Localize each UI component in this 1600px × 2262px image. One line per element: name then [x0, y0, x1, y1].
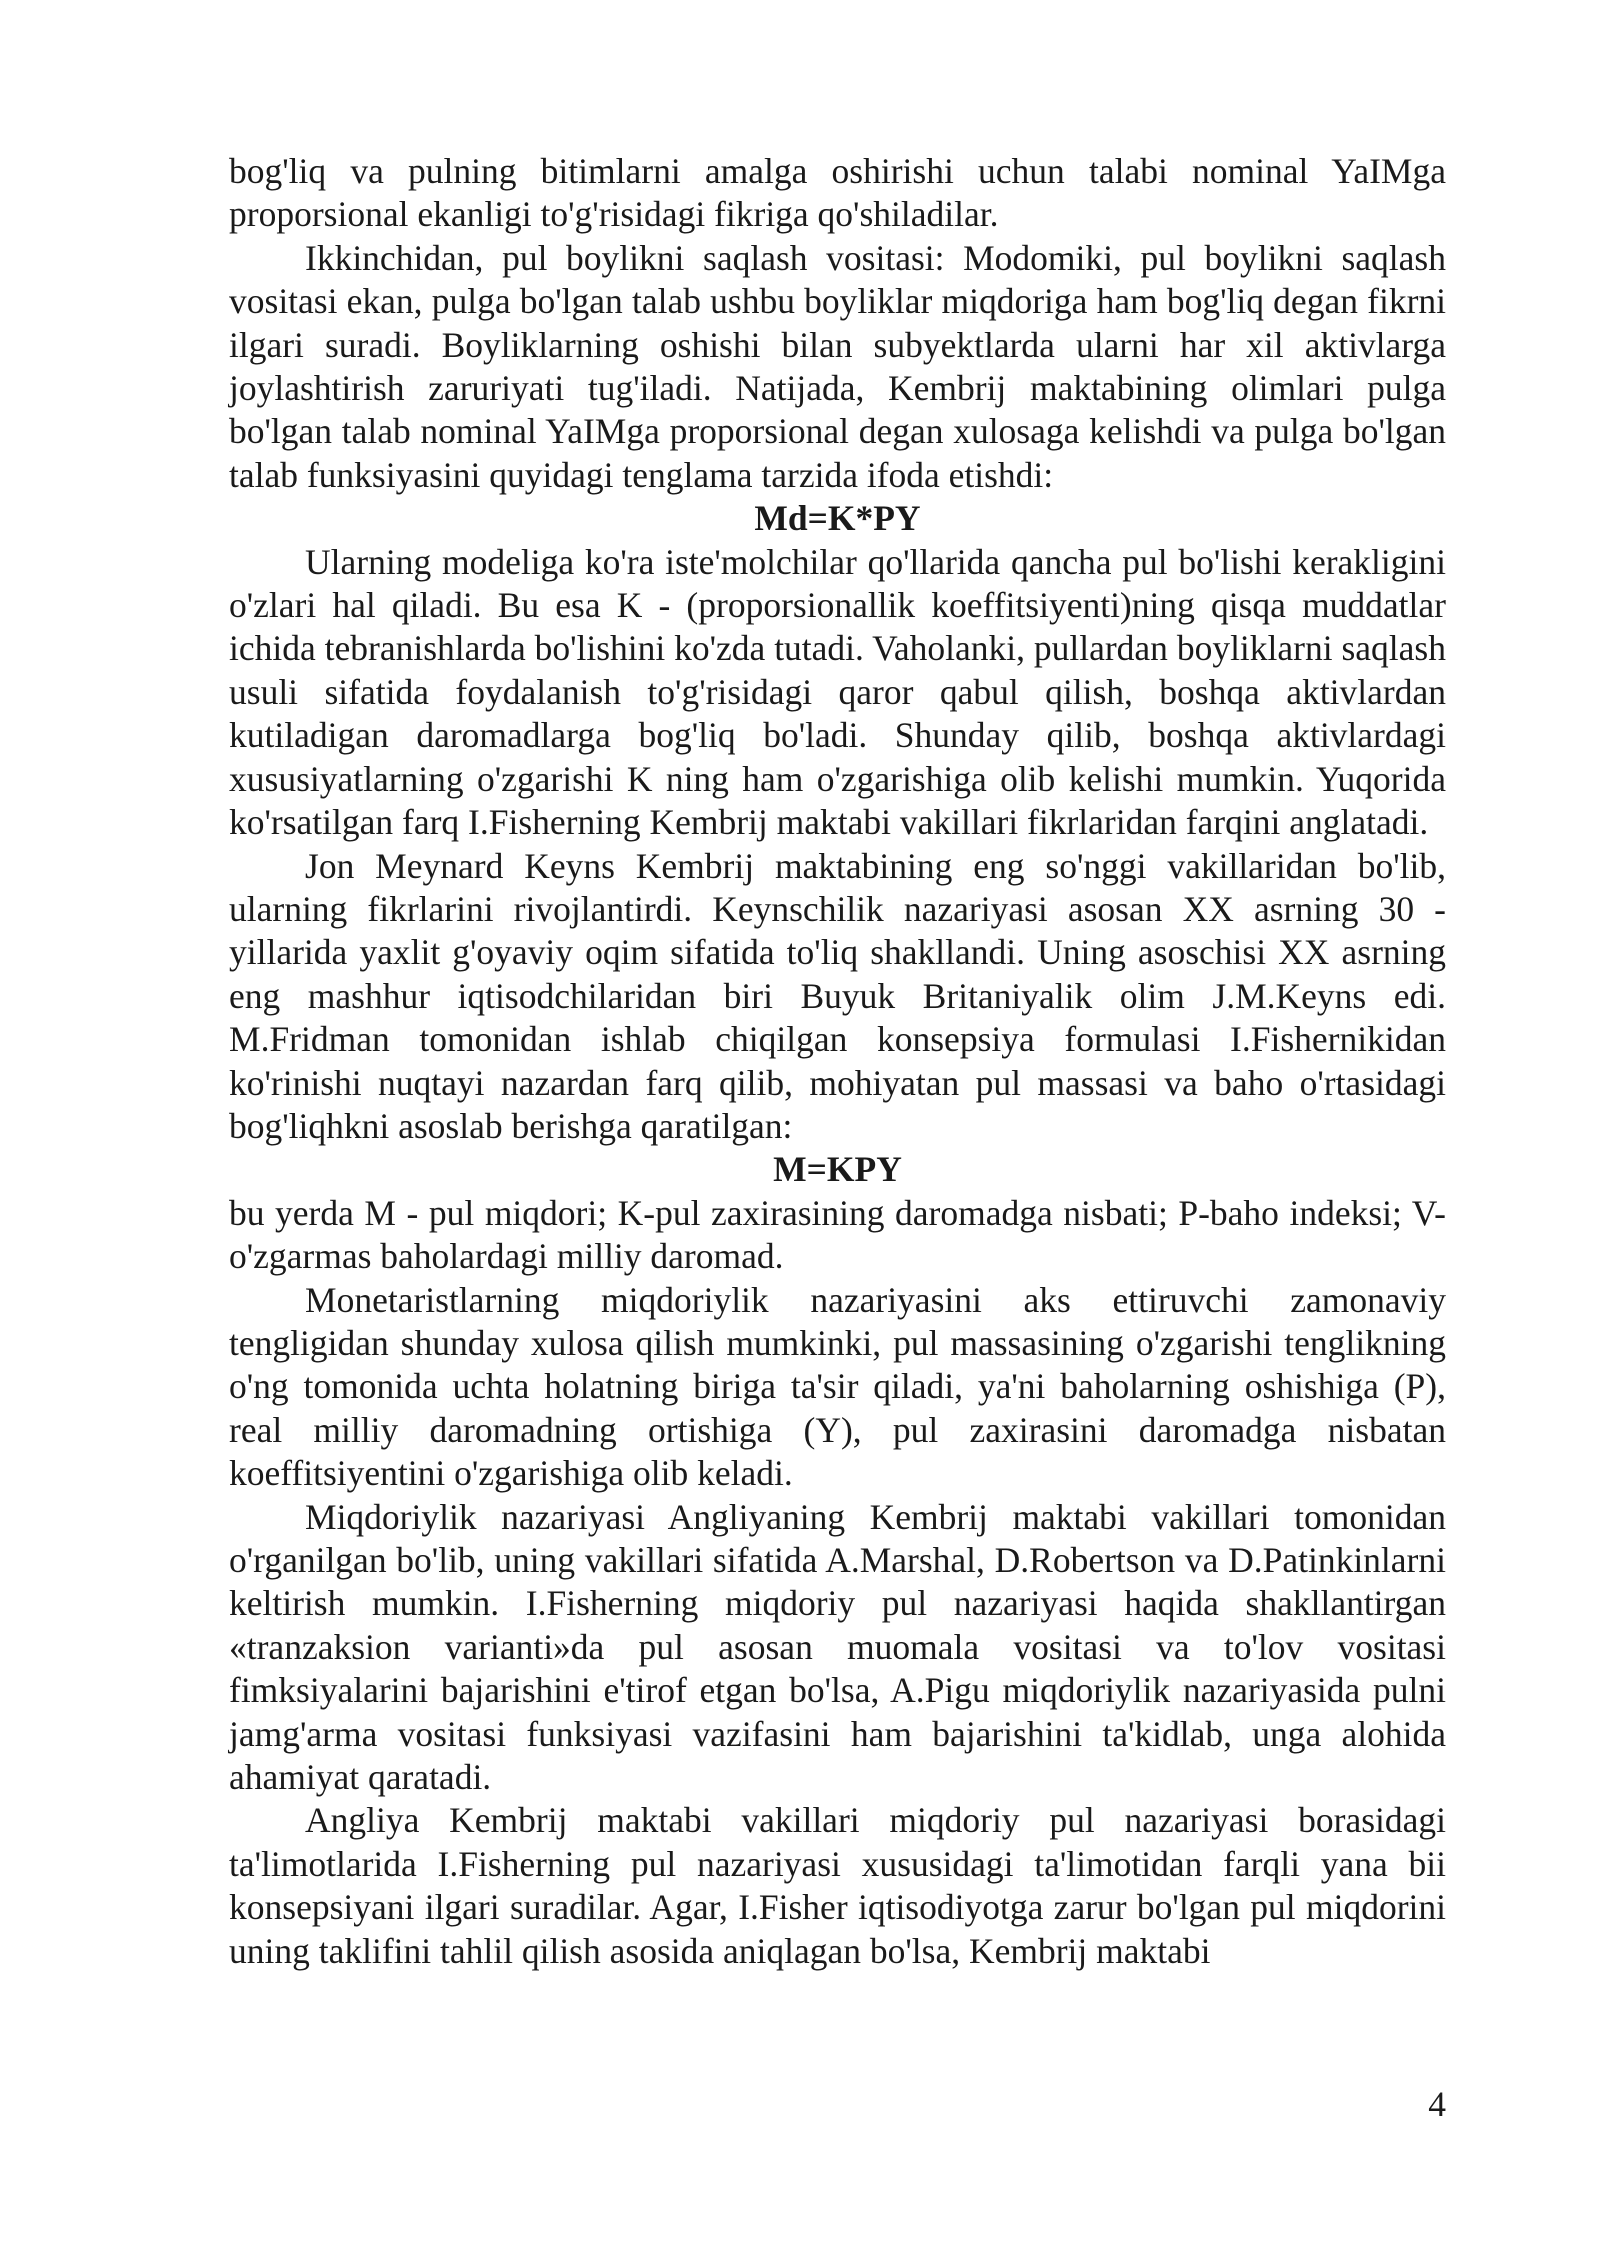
paragraph-ikkinchidan: Ikkinchidan, pul boylikni saqlash vositasi: Modomiki, pul boylikni saqlash vositasi ekan, pulga bo'lgan talab ushbu boyliklar miqdoriga ham bog'liq degan fikrni ilgari suradi. Boyliklarning oshishi bilan subyektlarda ularni har xil aktivlarga joylashtirish zaruriyati tug'iladi. Natijada, Kembrij maktabining olimlari pulga bo'lgan talab nominal YaIMga proporsional degan xulosaga kelishdi va pulga bo'lgan talab funksiyasini quyidagi tenglama tarzida ifoda etishdi:: [229, 237, 1446, 495]
paragraph-formula-explanation: bu yerda M - pul miqdori; K-pul zaxirasining daromadga nisbati; P-baho indeksi; V-o'zgarmas baholardagi milliy daromad.: [229, 1192, 1446, 1277]
page-number: 4: [1428, 2084, 1446, 2124]
paragraph-monetaristlar: Monetaristlarning miqdoriylik nazariyasini aks ettiruvchi zamonaviy tengligidan shunday xulosa qilish mumkinki, pul massasining o'zgarishi tenglikning o'ng tomonida uchta holatning biriga ta'sir qiladi, ya'ni baholarning oshishiga (P), real milliy daromadning ortishiga (Y), pul zaxirasini daromadga nisbatan koeffitsiyentini o'zgarishiga olib keladi.: [229, 1279, 1446, 1494]
paragraph-continued-1: bog'liq va pulning bitimlarni amalga oshirishi uchun talabi nominal YaIMga proporsional ekanligi to'g'risidagi fikriga qo'shiladilar.: [229, 151, 1446, 235]
paragraph-keyns: Jon Meynard Keyns Kembrij maktabining eng so'nggi vakillaridan bo'lib, ularning fikrlarini rivojlantirdi. Keynschilik nazariyasi asosan XX asrning 30 - yillarida yaxlit g'oyaviy oqim sifatida to'liq shakllandi. Uning asoschisi XX asrning eng mashhur iqtisodchilaridan biri Buyuk Britaniyalik olim J.M.Keyns edi. M.Fridman tomonidan ishlab chiqilgan konsepsiya formulasi I.Fishernikidan ko'rinishi nuqtayi nazardan farq qilib, mohiyatan pul massasi va baho o'rtasidagi bog'liqhkni asoslab berishga qaratilgan:: [229, 845, 1446, 1146]
paragraph-miqdoriylik-nazariyasi: Miqdoriylik nazariyasi Angliyaning Kembrij maktabi vakillari tomonidan o'rganilgan bo'lib, uning vakillari sifatida A.Marshal, D.Robertson va D.Patinkinlarni keltirish mumkin. I.Fisherning miqdoriy pul nazariyasi haqida shakllantirgan «tranzaksion varianti»da pul asosan muomala vositasi va to'lov vositasi fimksiyalarini bajarishini e'tirof etgan bo'lsa, A.Pigu miqdoriylik nazariyasida pulni jamg'arma vositasi funksiyasi vazifasini ham bajarishini ta'kidlab, unga alohida ahamiyat qaratadi.: [229, 1496, 1446, 1798]
page-body: [229, 150, 1446, 1973]
paragraph-ularning-modeliga: Ularning modeliga ko'ra iste'molchilar qo'llarida qancha pul bo'lishi kerakligini o'zlari hal qiladi. Bu esa K - (proporsionallik koeffitsiyenti)ning qisqa muddatlar ichida tebranishlarda bo'lishini ko'zda tutadi. Vaholanki, pullardan boyliklarni saqlash usuli sifatida foydalanish to'g'risidagi qaror qabul qilish, boshqa aktivlardan kutiladigan daromadlarga bog'liq bo'ladi. Shunday qilib, boshqa aktivlardagi xususiyatlarning o'zgarishi K ning ham o'zgarishiga olib kelishi mumkin. Yuqorida ko'rsatilgan farq I.Fisherning Kembrij maktabi vakillari fikrlaridan farqini anglatadi.: [229, 541, 1446, 843]
paragraph-angliya-kembrij: Angliya Kembrij maktabi vakillari miqdoriy pul nazariyasi borasidagi ta'limotlarida I.Fisherning pul nazariyasi xususidagi ta'limotidan farqli yana bii konsepsiyani ilgari suradilar. Agar, I.Fisher iqtisodiyotga zarur bo'lgan pul miqdorini uning taklifini tahlil qilish asosida aniqlagan bo'lsa, Kembrij maktabi: [229, 1800, 1446, 1971]
formula-money-demand: Md=K*PY: [754, 498, 921, 539]
formula-fridman: M=KPY: [773, 1149, 902, 1190]
